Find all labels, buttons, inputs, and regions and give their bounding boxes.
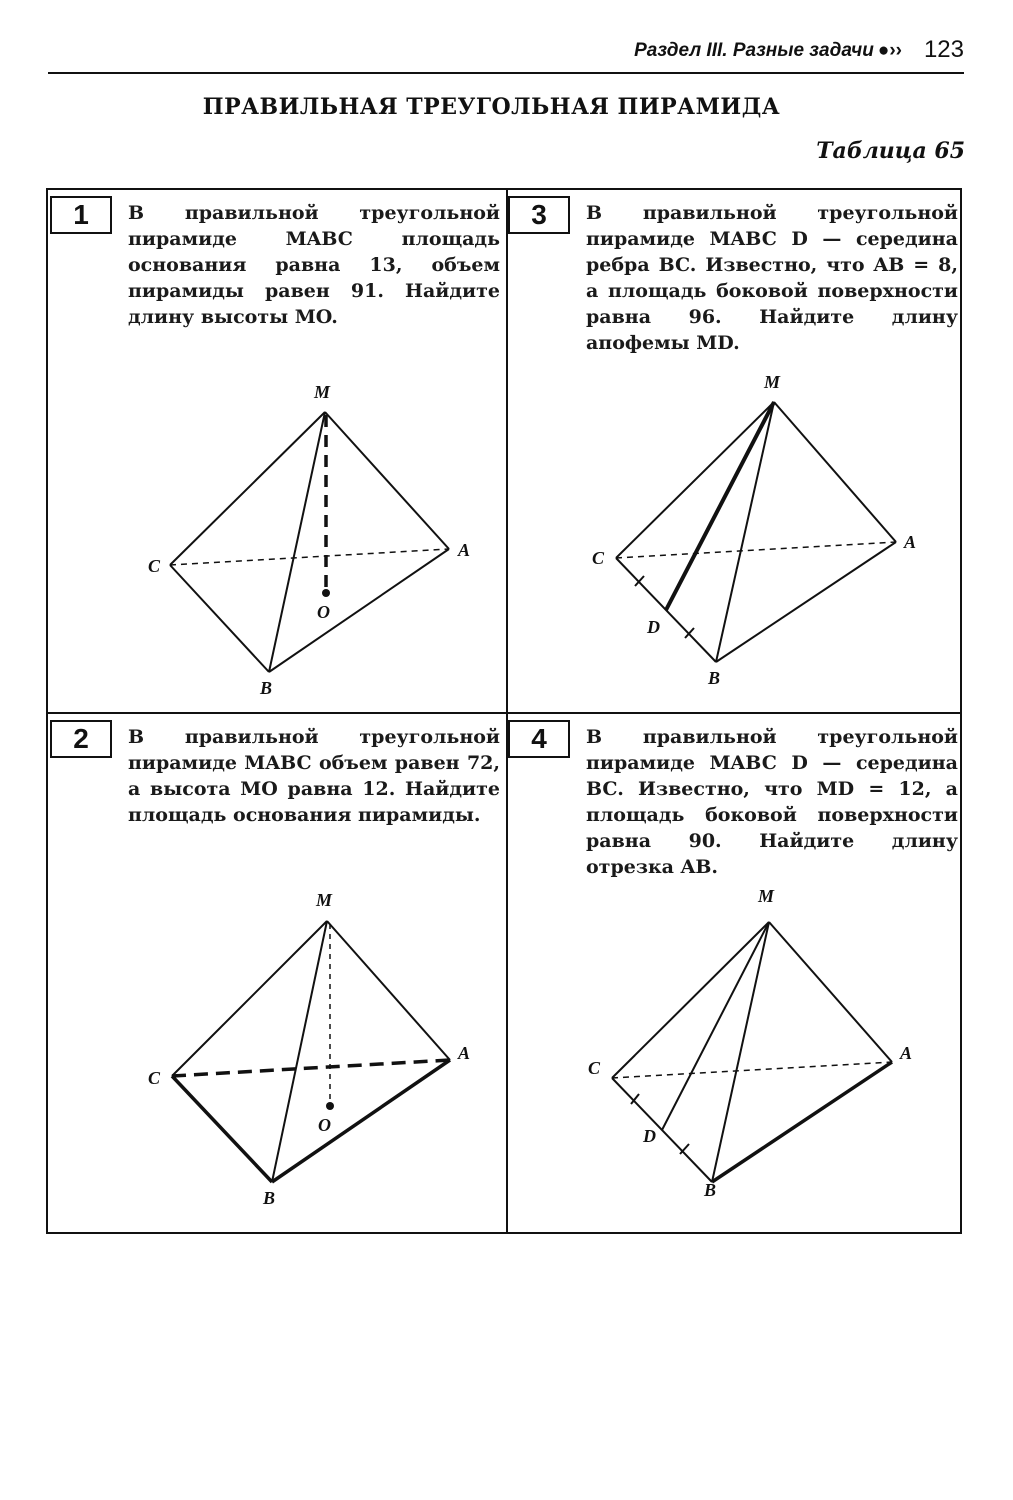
edge-mc [170, 412, 325, 565]
label-m: M [764, 372, 781, 392]
edge-mc [616, 402, 774, 558]
edge-ba [272, 1060, 450, 1182]
edge-ba [712, 1062, 892, 1182]
page-header [48, 38, 964, 74]
task-cell-3 [506, 190, 964, 712]
label-o: O [318, 1115, 331, 1135]
task-cell-2 [48, 714, 506, 1234]
edge-ca-hidden [172, 1060, 450, 1076]
edge-ma [769, 922, 892, 1062]
pyramid-figure-4 [506, 714, 964, 1234]
edge-ba [716, 542, 896, 662]
apothem-md [666, 402, 774, 610]
label-o: O [317, 602, 330, 622]
edge-mc [612, 922, 769, 1078]
edge-ma [327, 921, 450, 1060]
label-d: D [643, 1126, 656, 1146]
pyramid-figure-1 [48, 190, 506, 712]
edge-ca-hidden [170, 549, 449, 565]
page-title: ПРАВИЛЬНАЯ ТРЕУГОЛЬНАЯ ПИРАМИДА [202, 94, 781, 120]
task-number-3: 3 [508, 196, 570, 234]
label-a: A [458, 1043, 471, 1063]
label-a: A [904, 532, 917, 552]
pyramid-figure-3 [506, 190, 964, 712]
task-text-1: В правильной треугольной пирамиде MABC площадь основания равна 13, объем пирамиды равен 91. Найдите длину высоты MO. [128, 202, 500, 328]
label-a: A [900, 1043, 913, 1063]
label-c: C [592, 548, 605, 568]
task-cell-4 [506, 714, 964, 1234]
task-text-3: В правильной треугольной пирамиде MABC D — середина ребра BC. Известно, что AB = 8, а площадь боковой поверхности равна 96. Найдите длину апофемы MD. [586, 202, 958, 354]
label-b: B [704, 1180, 717, 1200]
label-m: M [316, 890, 333, 910]
label-c: C [148, 556, 161, 576]
task-text-2: В правильной треугольной пирамиде MABC объем равен 72, а высота MO равна 12. Найдите площадь основания пирамиды. [128, 726, 500, 826]
edge-ca-hidden [612, 1062, 892, 1078]
point-o [326, 1102, 334, 1110]
edge-ma [325, 412, 449, 549]
section-label: Раздел III. Разные задачи [634, 40, 874, 61]
label-c: C [588, 1058, 601, 1078]
task-number-4: 4 [508, 720, 570, 758]
task-table [46, 188, 962, 1234]
label-m: M [314, 382, 331, 402]
page-number: 123 [923, 36, 964, 63]
task-cell-1 [48, 190, 506, 712]
edge-ba [269, 549, 449, 672]
edge-ma [774, 402, 896, 542]
point-o [322, 589, 330, 597]
label-d: D [647, 617, 660, 637]
edge-mb [272, 921, 327, 1182]
apothem-md [662, 922, 769, 1130]
label-b: B [263, 1188, 276, 1208]
label-a: A [458, 540, 471, 560]
section-title [634, 40, 908, 62]
table-label: Таблица 65 [816, 138, 965, 164]
task-number-2: 2 [50, 720, 112, 758]
edge-mc [172, 921, 327, 1076]
pyramid-figure-2 [48, 714, 506, 1234]
edge-cb [170, 565, 269, 672]
edge-cb [172, 1076, 272, 1182]
edge-mb [712, 922, 769, 1182]
edge-mb [269, 412, 325, 672]
label-b: B [708, 668, 721, 688]
task-text-4: В правильной треугольной пирамиде MABC D — середина BC. Известно, что MD = 12, а площадь боковой поверхности равна 90. Найдите длину отрезка AB. [586, 726, 958, 878]
task-number-1: 1 [50, 196, 112, 234]
edge-ca-hidden [616, 542, 896, 558]
label-b: B [260, 678, 273, 698]
label-m: M [758, 886, 775, 906]
label-c: C [148, 1068, 161, 1088]
edge-mb [716, 402, 774, 662]
section-dots: ●›› [877, 40, 902, 61]
